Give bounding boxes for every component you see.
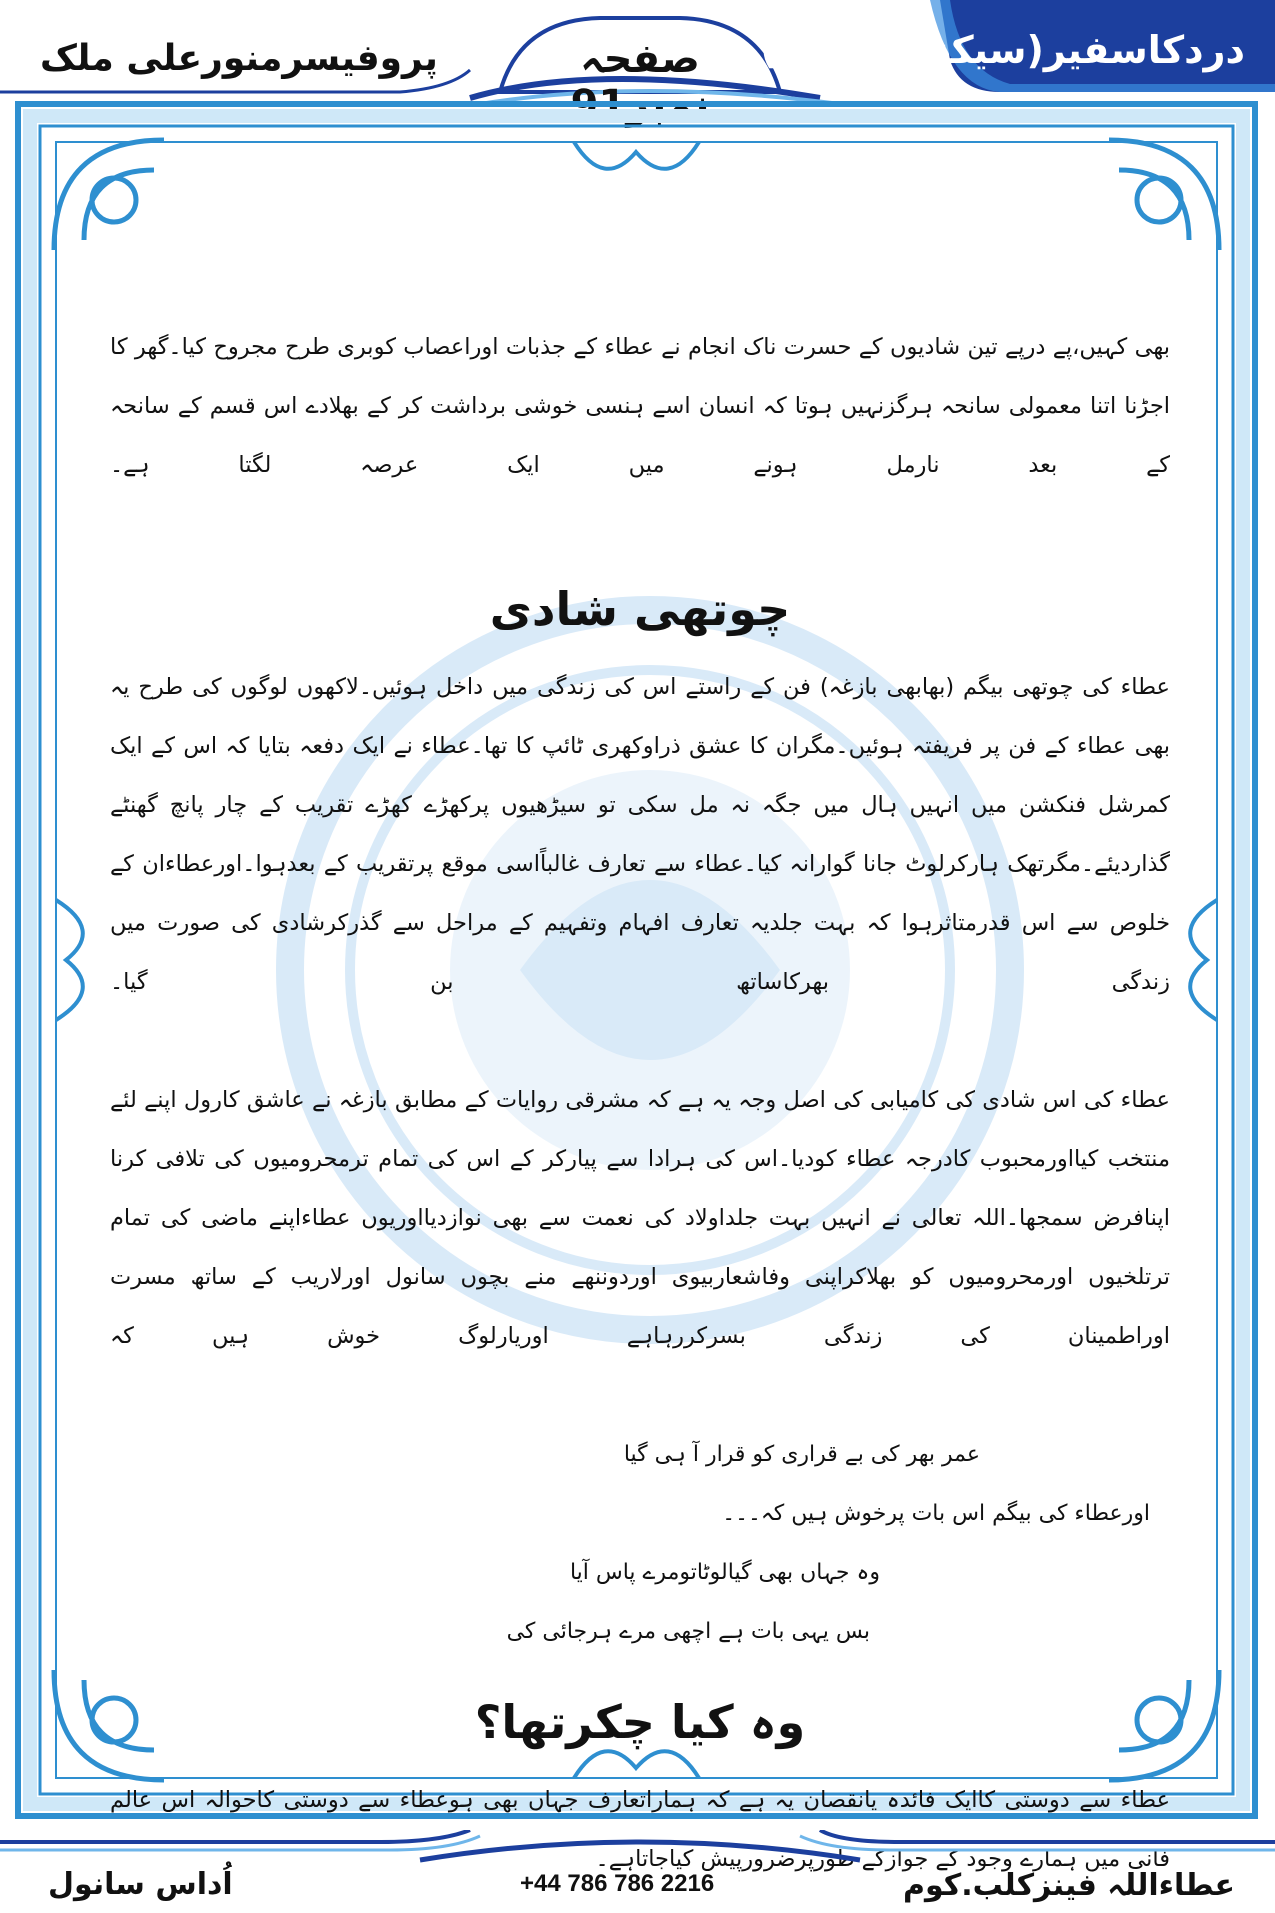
paragraph-friendship: عطاء سے دوستی کاایک فائدہ یانقصان یہ ہے کہ ہماراتعارف جہاں بھی ہوعطاء سے دوستی کاحوالہ اس عالم فانی میں ہمارے وجود کے جوازکے طورپرضرورپیش کیاجاتاہے۔ [110,1787,1170,1872]
footer-right-text: عطاءاللہ فینزکلب.کوم [902,1868,1235,1903]
author-name: پروفیسرمنورعلی ملک [40,38,438,79]
paragraph-intro: بھی کہیں،پے درپے تین شادیوں کے حسرت ناک انجام نے عطاء کے جذبات اوراعصاب کوبری طرح مجروح کیا۔گھر کا اجڑنا اتنا معمولی سانحہ ہرگزنہیں ہوتا کہ انسان اسے ہنسی خوشی برداشت کر کے بھلادے اس قسم کے سانحہ کے بعد نارمل ہونے میں ایک عرصہ لگتا ہے۔ [110,334,1170,478]
paragraph-fourth-marriage: عطاء کی چوتھی بیگم (بھابھی بازغہ) فن کے راستے اس کی زندگی میں داخل ہوئیں۔لاکھوں لوگوں کی طرح یہ بھی عطاء کے فن پر فریفتہ ہوئیں۔مگران کا عشق ذراوکھری ٹائپ کا تھا۔عطاء نے ایک دفعہ بتایا کہ اس کے ایک کمرشل فنکشن میں انہیں ہال میں جگہ نہ مل سکی تو سیڑھیوں پرکھڑے کھڑے تقریب کے چار پانچ گھنٹے گذاردیئے۔مگرتھک ہارکرلوٹ جانا گوارانہ کیا۔عطاء سے تعارف غالباًاسی موقع پرتقریب کے بعدہوا۔اورعطاءان کے خلوص سے اس قدرمتاثرہوا کہ بہت جلدیہ تعارف افہام وتفہیم کے مراحل سے گذرکرشادی کی صورت میں زندگی بھرکاساتھ بن گیا۔ [110,674,1170,995]
section-heading-fourth-marriage: چوتھی شادی [489,582,791,636]
section-heading-what-was-it: وہ کیا چکرتھا؟ [474,1695,806,1749]
page-header [0,0,1275,128]
book-title: دردکاسفیر(سیکنڈایڈیشن) [760,28,1245,72]
page-number-label: صفحہ نمبر91 [570,36,710,128]
verse-line-1: عمر بھر کی بے قراری کو قرار آ ہی گیا [623,1442,980,1467]
footer-phone: +44 786 786 2216 [520,1870,715,1897]
paragraph-success: عطاء کی اس شادی کی کامیابی کی اصل وجہ یہ ہے کہ مشرقی روایات کے مطابق بازغہ نے عاشق کارول اپنے لئے منتخب کیااورمحبوب کادرجہ عطاء کودیا۔اس کی ہرادا سے پیارکر کے اس کی تمام ترمحرومیوں کی تلافی کرنا اپنافرض سمجھا۔اللہ تعالی نے انہیں بہت جلداولاد کی نعمت سے بھی نوازدیااوریوں عطاءاپنے ماضی کی تمام ترتلخیوں اورمحرومیوں کو بھلاکراپنی وفاشعاربیوی اوردوننھے منے بچوں سانول اورلاریب کے ساتھ مسرت اوراطمینان کی زندگی بسرکررہاہے اوریارلوگ خوش ہیں کہ [110,1087,1170,1349]
article-body [110,318,1170,1889]
verse-line-3: بس یہی بات ہے اچھی مرے ہرجائی کی [506,1619,870,1644]
line-before-verse: اورعطاء کی بیگم اس بات پرخوش ہیں کہ۔۔۔ [722,1501,1150,1526]
verse-line-2: وہ جہاں بھی گیالوٹاتومرے پاس آیا [569,1560,880,1585]
footer-left-text: اُداس سانول [48,1867,233,1902]
